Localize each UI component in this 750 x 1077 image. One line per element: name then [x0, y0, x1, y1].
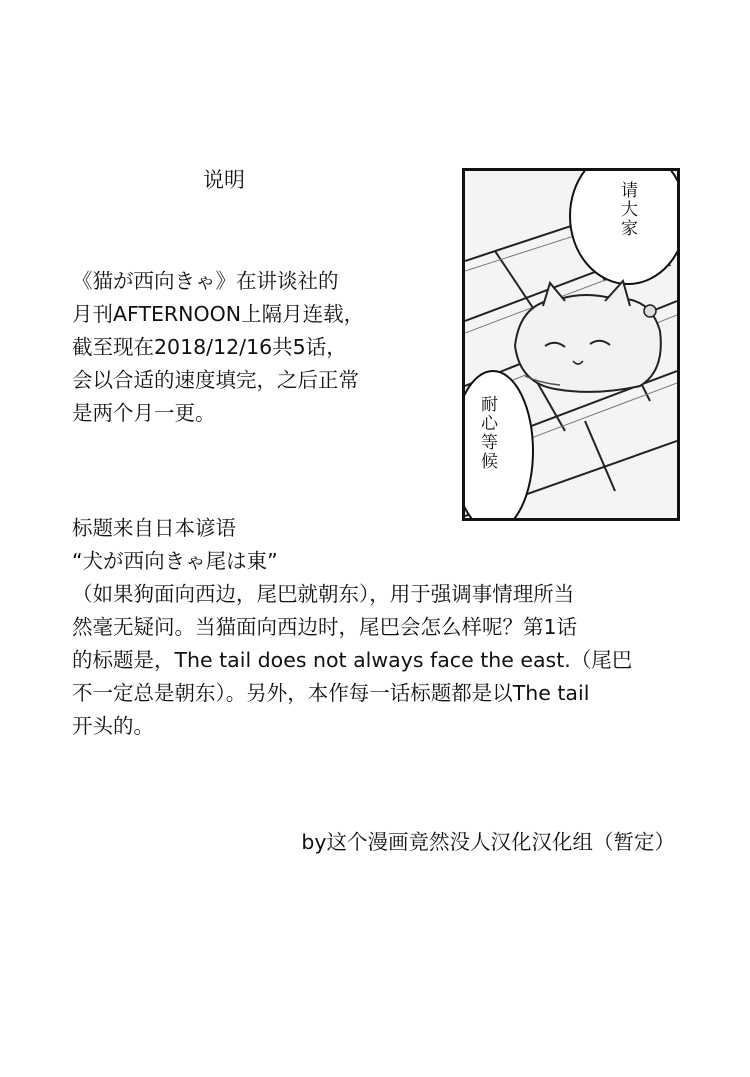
title-origin-line: （如果狗面向西边，尾巴就朝东），用于强调事情理所当: [72, 582, 575, 606]
title-origin-line: 标题来自日本谚语: [72, 516, 236, 540]
cat-illustration: [515, 281, 661, 392]
page-title: 说明: [203, 168, 245, 192]
intro-line: 截至现在2018/12/16共5话，: [72, 335, 347, 359]
title-origin-line: 开头的。: [72, 714, 154, 738]
translator-credit: by这个漫画竟然没人汉化汉化组（暂定）: [301, 830, 675, 854]
intro-line: 是两个月一更。: [72, 401, 216, 425]
title-origin-line: 然毫无疑问。当猫面向西边时，尾巴会怎么样呢？第1话: [72, 615, 578, 639]
speech-bubble-wait: 耐心等候: [477, 395, 497, 471]
speech-bubble-please: 请大家: [617, 181, 637, 238]
intro-line: 月刊AFTERNOON上隔月连载，: [72, 302, 365, 326]
title-origin-line: 不一定总是朝东）。另外，本作每一话标题都是以The tail: [72, 681, 590, 705]
manga-panel: [462, 168, 680, 521]
title-origin-line: “犬が西向きゃ尾は東”: [72, 549, 278, 573]
intro-paragraph: [72, 265, 364, 430]
title-origin-line: 的标题是，The tail does not always face the east.（尾巴: [72, 648, 633, 672]
title-origin-paragraph: [72, 512, 692, 743]
intro-line: 会以合适的速度填完，之后正常: [72, 368, 359, 392]
intro-line: 《猫が西向きゃ》在讲谈社的: [72, 269, 339, 293]
